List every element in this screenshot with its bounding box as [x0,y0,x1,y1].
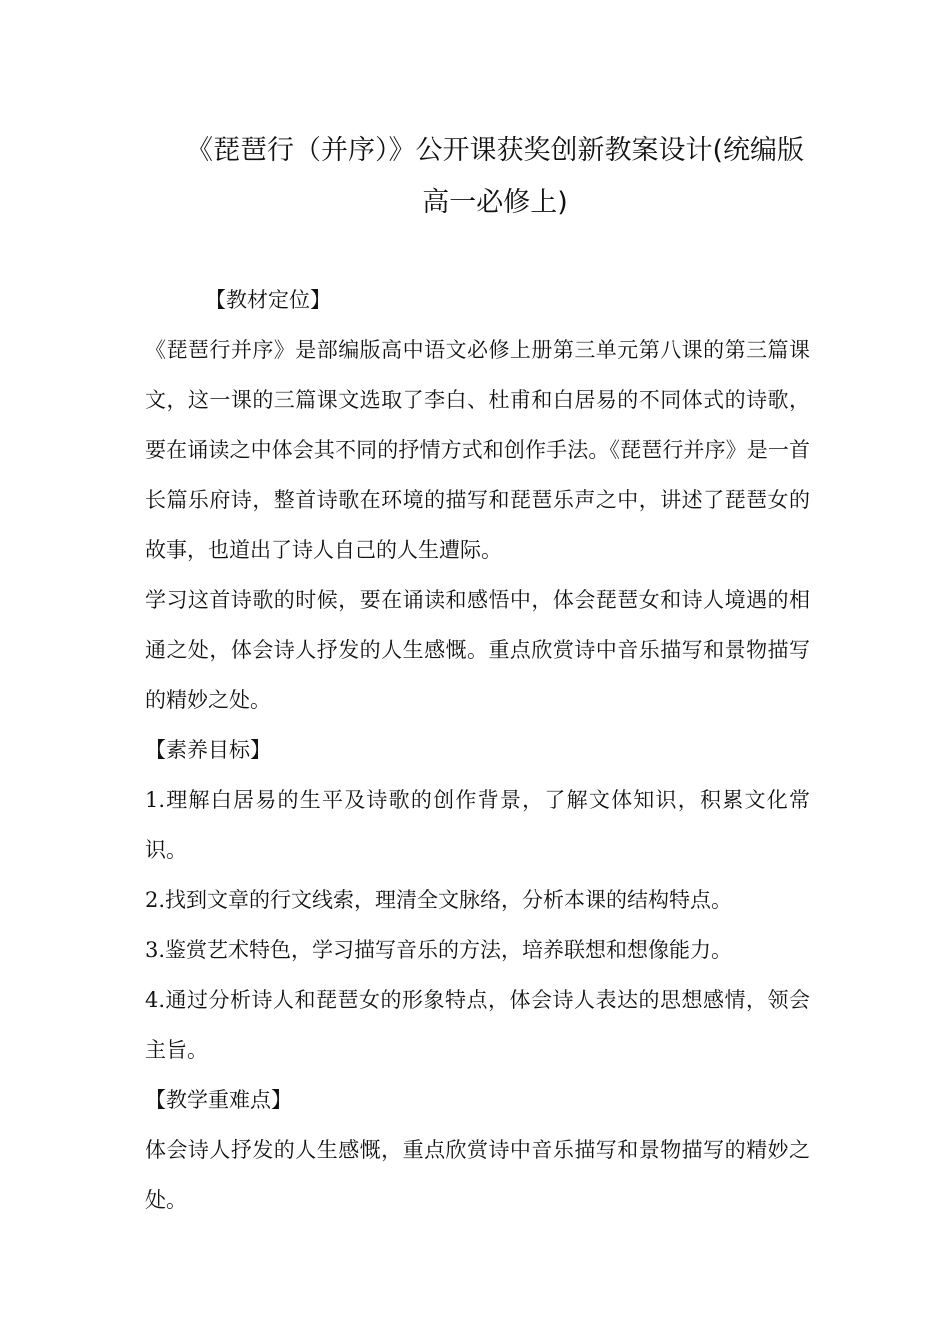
section-heading-key-points: 【教学重难点】 [145,1088,292,1112]
paragraph-positioning-2: 学习这首诗歌的时候，要在诵读和感悟中，体会琵琶女和诗人境遇的相通之处，体会诗人抒发的人生感慨。重点欣赏诗中音乐描写和景物描写的精妙之处。 [145,588,810,712]
section-heading-positioning: 【教材定位】 [205,288,331,312]
goal-item-4: 4.通过分析诗人和琵琶女的形象特点，体会诗人表达的思想感情，领会主旨。 [145,988,810,1062]
goal-item-1: 1.理解白居易的生平及诗歌的创作背景，了解文体知识，积累文化常识。 [145,788,810,862]
section-heading-goals: 【素养目标】 [145,738,271,762]
goal-item-3: 3.鉴赏艺术特色，学习描写音乐的方法，培养联想和想像能力。 [145,938,733,962]
paragraph-key-points-1: 体会诗人抒发的人生感慨，重点欣赏诗中音乐描写和景物描写的精妙之处。 [145,1138,810,1212]
document-title-line-2: 高一必修上) [422,187,568,218]
paragraph-positioning-1: 《琵琶行并序》是部编版高中语文必修上册第三单元第八课的第三篇课文，这一课的三篇课文选取了李白、杜甫和白居易的不同体式的诗歌，要在诵读之中体会其不同的抒情方式和创作手法。《琵琶行并序》是一首长篇乐府诗，整首诗歌在环境的描写和琵琶乐声之中，讲述了琵琶女的故事，也道出了诗人自己的人生遭际。 [145,338,810,562]
document-body [145,275,810,1225]
goal-item-2: 2.找到文章的行文线索，理清全文脉络，分析本课的结构特点。 [145,888,733,912]
document-title-line-1: 《琵琶行（并序）》公开课获奖创新教案设计(统编版 [185,135,805,166]
